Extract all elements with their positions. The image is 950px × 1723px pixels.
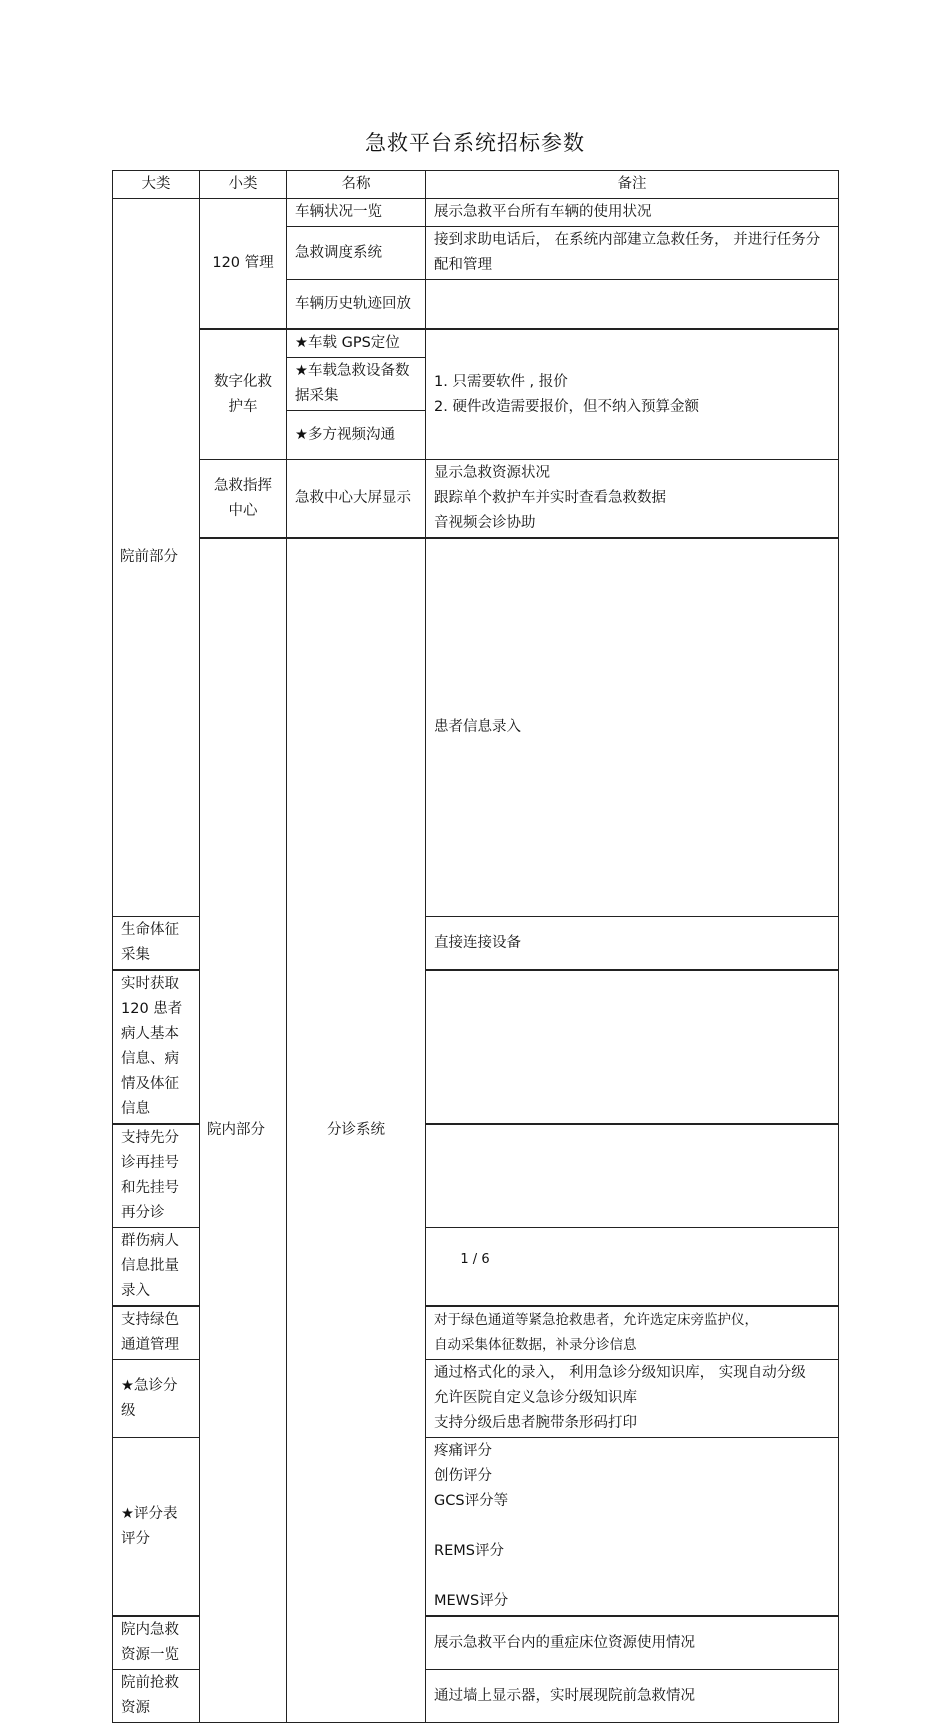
document-title: 急救平台系统招标参数	[365, 131, 585, 155]
item-note	[426, 1360, 839, 1438]
item-name: ★评分表评分	[113, 1438, 200, 1617]
subcategory-triage: 分诊系统	[287, 538, 426, 1723]
table-header-row	[113, 171, 839, 199]
note-line: 创伤评分	[434, 1468, 492, 1484]
note-line: 自动采集体征数据，补录分诊信息	[434, 1337, 637, 1353]
spec-table	[112, 170, 839, 1723]
subcategory-120: 120 管理	[200, 199, 287, 330]
header-notes: 备注	[426, 171, 839, 199]
item-name: 车辆状况一览	[287, 199, 426, 227]
note-spacer	[434, 1514, 830, 1539]
item-name: 急救中心大屏显示	[287, 460, 426, 539]
category-in-hospital: 院内部分	[200, 538, 287, 1723]
item-name: 车辆历史轨迹回放	[287, 280, 426, 330]
item-note	[426, 460, 839, 539]
table-row	[113, 460, 839, 539]
note-line: 跟踪单个救护车并实时查看急救数据	[434, 490, 666, 506]
table-row	[113, 329, 839, 358]
item-note	[426, 1438, 839, 1617]
item-name: ★急诊分级	[113, 1360, 200, 1438]
note-line: 允许医院自定义急诊分级知识库	[434, 1390, 637, 1406]
note-line: 疼痛评分	[434, 1443, 492, 1459]
item-note: 接到求助电话后， 在系统内部建立急救任务， 并进行任务分配和管理	[426, 227, 839, 280]
header-category: 大类	[113, 171, 200, 199]
note-line: MEWS评分	[434, 1593, 509, 1609]
table-row	[113, 538, 839, 917]
item-name: 实时获取 120 患者病人基本信息、病情及体征信息	[113, 970, 200, 1124]
item-note	[426, 280, 839, 330]
note-line: 音视频会诊协助	[434, 515, 536, 531]
item-name: 群伤病人信息批量录入	[113, 1228, 200, 1307]
note-line: 支持分级后患者腕带条形码打印	[434, 1415, 637, 1431]
item-name: 急救调度系统	[287, 227, 426, 280]
item-note: 展示急救平台内的重症床位资源使用情况	[426, 1616, 839, 1670]
note-line: GCS评分等	[434, 1493, 509, 1509]
category-pre-hospital: 院前部分	[113, 199, 200, 917]
item-name: 患者信息录入	[426, 538, 839, 917]
note-spacer	[434, 1564, 830, 1589]
header-name: 名称	[287, 171, 426, 199]
page-number: 1 / 6	[460, 1252, 490, 1267]
item-note	[426, 1306, 839, 1360]
item-note	[426, 1124, 839, 1228]
note-line: 通过格式化的录入， 利用急诊分级知识库， 实现自动分级	[434, 1365, 806, 1381]
item-name: 院前抢救资源	[113, 1670, 200, 1723]
item-name: ★车载急救设备数据采集	[287, 358, 426, 411]
note-line: 2. 硬件改造需要报价，但不纳入预算金额	[434, 398, 699, 415]
item-note	[426, 329, 839, 460]
item-note: 直接连接设备	[426, 917, 839, 971]
item-note: 展示急救平台所有车辆的使用状况	[426, 199, 839, 227]
note-line: REMS评分	[434, 1543, 504, 1559]
note-line: 对于绿色通道等紧急抢救患者，允许选定床旁监护仪，	[434, 1312, 758, 1328]
item-name: 院内急救资源一览	[113, 1616, 200, 1670]
subcategory-ambulance: 数字化救护车	[200, 329, 287, 460]
subcategory-command-center: 急救指挥中心	[200, 460, 287, 539]
item-name: 生命体征采集	[113, 917, 200, 971]
note-line: 显示急救资源状况	[434, 465, 550, 481]
item-note	[426, 970, 839, 1124]
item-name: ★多方视频沟通	[287, 411, 426, 460]
item-name: 支持绿色通道管理	[113, 1306, 200, 1360]
table-row	[113, 199, 839, 227]
item-name: 支持先分诊再挂号和先挂号再分诊	[113, 1124, 200, 1228]
note-line: 1. 只需要软件 , 报价	[434, 373, 568, 390]
item-note: 通过墙上显示器，实时展现院前急救情况	[426, 1670, 839, 1723]
item-name: ★车载 GPS定位	[287, 329, 426, 358]
header-subcategory: 小类	[200, 171, 287, 199]
